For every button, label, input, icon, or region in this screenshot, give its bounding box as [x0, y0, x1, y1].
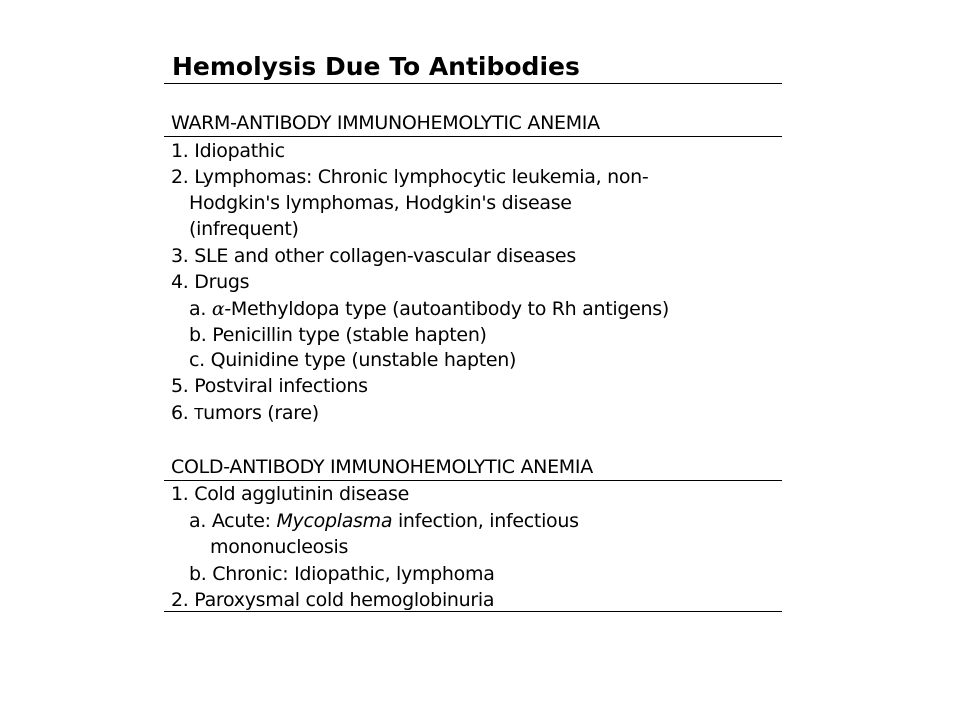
tumors-rest: umors (rare) — [203, 402, 319, 424]
warm-item-tumors — [171, 400, 319, 427]
cold-item-acute — [189, 508, 579, 534]
cold-item-paroxysmal: 2. Paroxysmal cold hemoglobinuria — [171, 589, 495, 611]
cold-item-acute-cont: mononucleosis — [210, 536, 349, 558]
bottom-rule — [164, 611, 782, 612]
methyldopa-text: -Methyldopa type (autoantibody to Rh antigens) — [224, 298, 669, 320]
cold-item-chronic: b. Chronic: Idiopathic, lymphoma — [189, 563, 495, 585]
warm-item-lymphomas-cont: Hodgkin's lymphomas, Hodgkin's disease — [189, 192, 572, 214]
tumors-prefix: 6. — [171, 402, 195, 424]
warm-item-lymphomas-cont2: (infrequent) — [189, 218, 299, 240]
warm-item-drugs-penicillin: b. Penicillin type (stable hapten) — [189, 324, 487, 346]
cold-item-agglutinin: 1. Cold agglutinin disease — [171, 483, 410, 505]
mycoplasma-italic: Mycoplasma — [276, 510, 393, 532]
warm-section-heading: WARM-ANTIBODY IMMUNOHEMOLYTIC ANEMIA — [171, 112, 600, 134]
alpha-symbol: α — [211, 298, 225, 320]
warm-item-idiopathic: 1. Idiopathic — [171, 140, 285, 162]
warm-item-drugs: 4. Drugs — [171, 271, 250, 293]
tumors-t: T — [194, 405, 204, 423]
acute-rest: infection, infectious — [392, 510, 579, 532]
warm-item-drugs-methyldopa — [189, 296, 669, 322]
acute-prefix: a. Acute: — [189, 510, 277, 532]
methyldopa-prefix: a. — [189, 298, 212, 320]
warm-item-postviral: 5. Postviral infections — [171, 375, 368, 397]
cold-section-heading: COLD-ANTIBODY IMMUNOHEMOLYTIC ANEMIA — [171, 456, 593, 478]
warm-item-lymphomas: 2. Lymphomas: Chronic lymphocytic leukemia, non- — [171, 166, 649, 188]
warm-item-sle: 3. SLE and other collagen-vascular diseases — [171, 245, 576, 267]
warm-heading-rule — [164, 136, 782, 137]
document-title: Hemolysis Due To Antibodies — [172, 52, 580, 81]
title-rule — [164, 83, 782, 84]
warm-item-drugs-quinidine: c. Quinidine type (unstable hapten) — [189, 349, 517, 371]
